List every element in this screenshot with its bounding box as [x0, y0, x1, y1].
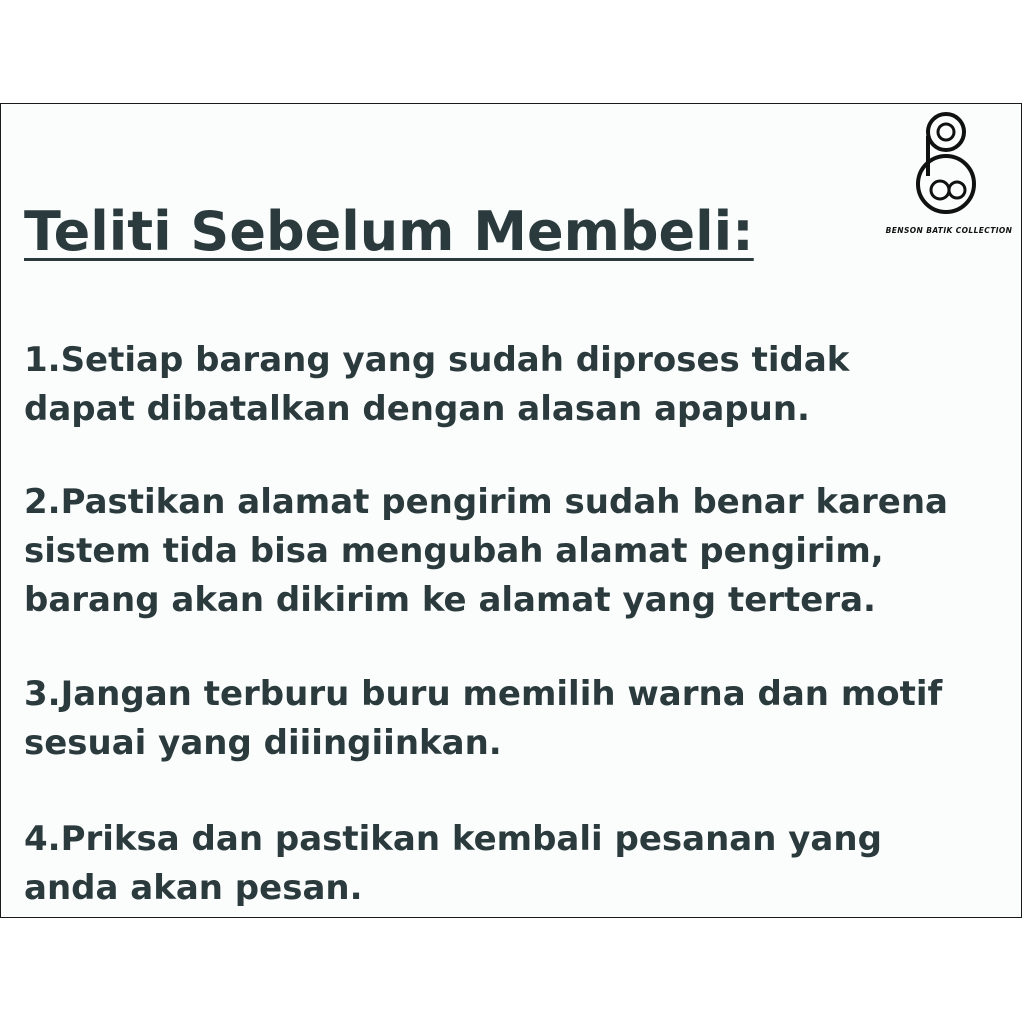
rule-2-line-3: barang akan dikirim ke alamat yang tertera.: [24, 580, 876, 620]
rule-4-line-2: anda akan pesan.: [24, 868, 363, 908]
rule-3-line-2: sesuai yang diiingiinkan.: [24, 723, 502, 763]
brand-logo: [880, 110, 1018, 240]
rule-2-line-1: 2.Pastikan alamat pengirim sudah benar karena: [24, 482, 948, 522]
brand-name: BENSON BATIK COLLECTION: [885, 226, 1013, 235]
benson-batik-b-logo-icon: [914, 110, 984, 222]
rule-item-3: [24, 670, 1004, 768]
rule-2-line-2: sistem tida bisa mengubah alamat pengirim,: [24, 531, 884, 571]
rule-1-line-1: 1.Setiap barang yang sudah diproses tidak: [24, 340, 850, 380]
rule-item-4: [24, 815, 1004, 913]
rule-1-line-2: dapat dibatalkan dengan alasan apapun.: [24, 389, 810, 429]
page-title: Teliti Sebelum Membeli:: [24, 200, 754, 263]
rule-3-line-1: 3.Jangan terburu buru memilih warna dan motif: [24, 674, 943, 714]
rule-4-line-1: 4.Priksa dan pastikan kembali pesanan yang: [24, 819, 882, 859]
rule-item-2: [24, 478, 1004, 625]
rule-item-1: [24, 336, 1004, 434]
